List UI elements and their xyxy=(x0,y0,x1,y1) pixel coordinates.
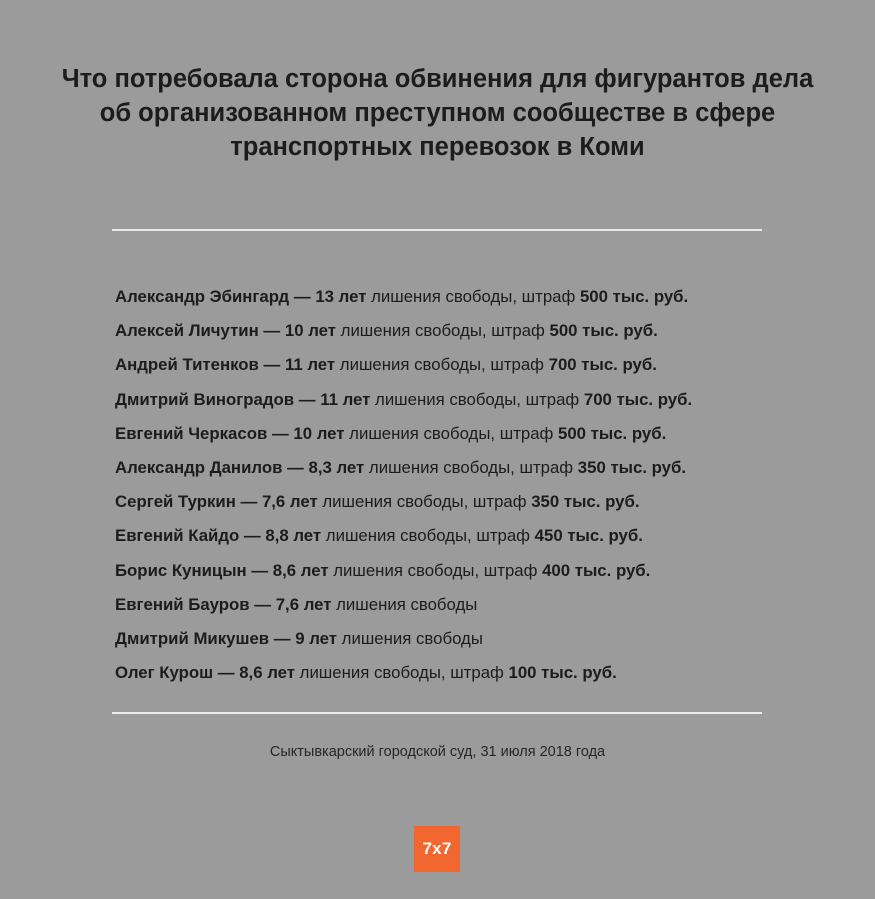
separator: — xyxy=(269,628,296,648)
fine-label: , штраф xyxy=(474,560,543,580)
fine-amount: 500 тыс. руб. xyxy=(579,287,689,306)
defendant-name: Евгений Черкасов xyxy=(115,423,268,443)
defendant-name: Дмитрий Виноградов xyxy=(115,389,295,409)
fine-amount: 450 тыс. руб. xyxy=(534,526,643,546)
term-description: лишения свободы xyxy=(328,560,475,580)
sentence-list xyxy=(115,280,805,690)
prison-term: 8,3 лет xyxy=(308,457,365,477)
defendant-name: Александр Эбингард xyxy=(115,287,290,306)
term-description: лишения свободы xyxy=(294,663,441,683)
list-item xyxy=(115,383,805,417)
fine-label: , штраф xyxy=(512,287,580,306)
defendant-name: Александр Данилов xyxy=(115,457,283,477)
prison-term: 11 лет xyxy=(284,355,336,375)
list-item xyxy=(115,417,805,451)
list-item xyxy=(115,485,805,519)
source-caption: Сыктывкарский городской суд, 31 июля 2018 года xyxy=(269,744,606,760)
fine-label: , штраф xyxy=(510,457,578,477)
separator: — xyxy=(258,321,285,341)
list-item xyxy=(115,519,805,553)
prison-term: 13 лет xyxy=(315,287,367,306)
defendant-name: Алексей Личутин xyxy=(115,321,259,341)
term-description: лишения свободы xyxy=(321,526,468,546)
fine-amount: 350 тыс. руб. xyxy=(577,457,687,477)
separator: — xyxy=(294,389,321,409)
defendant-name: Евгений Кайдо xyxy=(115,526,240,546)
separator: — xyxy=(282,457,309,477)
page-title: Что потребовала сторона обвинения для фигурантов дела об организованном преступном сообществе в сфере транспортных перевозок в Коми xyxy=(61,65,814,161)
fine-label: , штраф xyxy=(440,663,509,683)
fine-label: , штраф xyxy=(490,423,559,443)
fine-amount: 350 тыс. руб. xyxy=(531,492,640,512)
term-description: лишения свободы xyxy=(331,594,478,614)
separator: — xyxy=(239,526,266,546)
defendant-name: Олег Курош xyxy=(115,663,214,683)
prison-term: 7,6 лет xyxy=(261,492,318,512)
prison-term: 7,6 лет xyxy=(275,594,332,614)
separator: — xyxy=(213,663,240,683)
list-item xyxy=(115,451,805,485)
defendant-name: Дмитрий Микушев xyxy=(115,628,270,648)
fine-label: , штраф xyxy=(463,492,532,512)
defendant-name: Сергей Туркин xyxy=(115,492,236,512)
separator: — xyxy=(289,287,316,306)
fine-amount: 400 тыс. руб. xyxy=(542,560,651,580)
term-description: лишения свободы xyxy=(364,457,511,477)
fine-label: , штраф xyxy=(481,355,549,375)
fine-label: , штраф xyxy=(516,389,584,409)
list-item xyxy=(115,314,805,348)
fine-amount: 700 тыс. руб. xyxy=(548,355,657,375)
prison-term: 8,8 лет xyxy=(265,526,322,546)
term-description: лишения свободы xyxy=(370,389,517,409)
list-item xyxy=(115,656,805,690)
bottom-divider xyxy=(112,712,762,714)
term-description: лишения свободы xyxy=(317,492,464,512)
separator: — xyxy=(258,355,285,375)
list-item xyxy=(115,554,805,588)
separator: — xyxy=(246,560,273,580)
prison-term: 11 лет xyxy=(320,389,371,409)
prison-term: 9 лет xyxy=(295,628,337,648)
fine-amount: 500 тыс. руб. xyxy=(549,321,658,341)
term-description: лишения свободы xyxy=(366,287,513,306)
term-description: лишения свободы xyxy=(337,628,483,648)
fine-amount: 700 тыс. руб. xyxy=(583,389,693,409)
fine-amount: 500 тыс. руб. xyxy=(558,423,667,443)
prison-term: 8,6 лет xyxy=(239,663,295,683)
prison-term: 10 лет xyxy=(293,423,345,443)
7x7-logo: 7x7 xyxy=(414,826,460,872)
separator: — xyxy=(235,492,262,512)
list-item xyxy=(115,622,805,656)
separator: — xyxy=(249,594,276,614)
term-description: лишения свободы xyxy=(335,321,482,341)
fine-amount: 100 тыс. руб. xyxy=(508,663,617,683)
prison-term: 10 лет xyxy=(284,321,336,341)
defendant-name: Евгений Бауров xyxy=(115,594,250,614)
defendant-name: Андрей Титенков xyxy=(115,355,259,375)
top-divider xyxy=(112,229,762,231)
list-item xyxy=(115,348,805,382)
fine-label: , штраф xyxy=(467,526,535,546)
separator: — xyxy=(267,423,294,443)
list-item xyxy=(115,280,805,314)
defendant-name: Борис Куницын xyxy=(115,560,247,580)
term-description: лишения свободы xyxy=(344,423,491,443)
fine-label: , штраф xyxy=(481,321,550,341)
list-item xyxy=(115,588,805,622)
prison-term: 8,6 лет xyxy=(272,560,329,580)
term-description: лишения свободы xyxy=(335,355,482,375)
